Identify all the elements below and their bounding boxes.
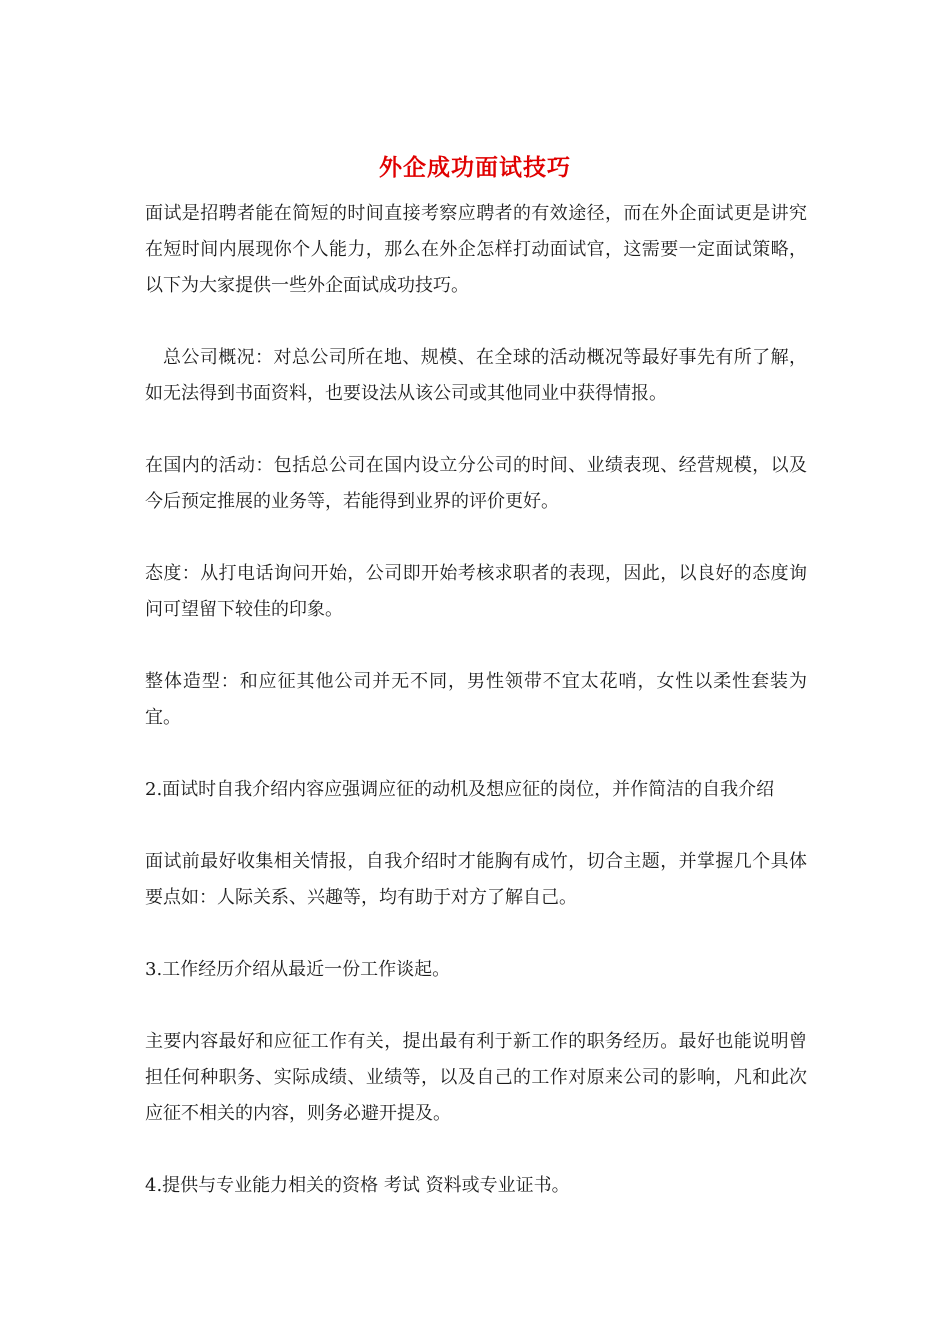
paragraph-self-intro-heading: 2.面试时自我介绍内容应强调应征的动机及想应征的岗位，并作简洁的自我介绍	[145, 779, 775, 800]
document-body	[145, 196, 807, 1240]
paragraph-company-overview: 总公司概况：对总公司所在地、规模、在全球的活动概况等最好事先有所了解，如无法得到书面资料，也要设法从该公司或其他同业中获得情报。	[145, 347, 807, 404]
paragraph-appearance: 整体造型：和应征其他公司并无不同，男性领带不宜太花哨，女性以柔性套装为宜。	[145, 671, 807, 728]
paragraph-work-history-heading: 3.工作经历介绍从最近一份工作谈起。	[145, 959, 451, 980]
paragraph-certificates-heading: 4.提供与专业能力相关的资格 考试 资料或专业证书。	[145, 1175, 570, 1196]
paragraph-domestic-activities: 在国内的活动：包括总公司在国内设立分公司的时间、业绩表现、经营规模，以及今后预定推展的业务等，若能得到业界的评价更好。	[145, 455, 807, 512]
paragraph-self-intro: 面试前最好收集相关情报，自我介绍时才能胸有成竹，切合主题，并掌握几个具体要点如：人际关系、兴趣等，均有助于对方了解自己。	[145, 851, 807, 908]
paragraph-attitude: 态度：从打电话询问开始，公司即开始考核求职者的表现，因此，以良好的态度询问可望留下较佳的印象。	[145, 563, 807, 620]
document-title: 外企成功面试技巧	[379, 154, 571, 181]
paragraph-intro: 面试是招聘者能在简短的时间直接考察应聘者的有效途径，而在外企面试更是讲究在短时间内展现你个人能力，那么在外企怎样打动面试官，这需要一定面试策略，以下为大家提供一些外企面试成功技巧。	[145, 203, 807, 296]
paragraph-work-history: 主要内容最好和应征工作有关，提出最有利于新工作的职务经历。最好也能说明曾担任何种职务、实际成绩、业绩等，以及自己的工作对原来公司的影响，凡和此次应征不相关的内容，则务必避开提及。	[145, 1031, 807, 1124]
